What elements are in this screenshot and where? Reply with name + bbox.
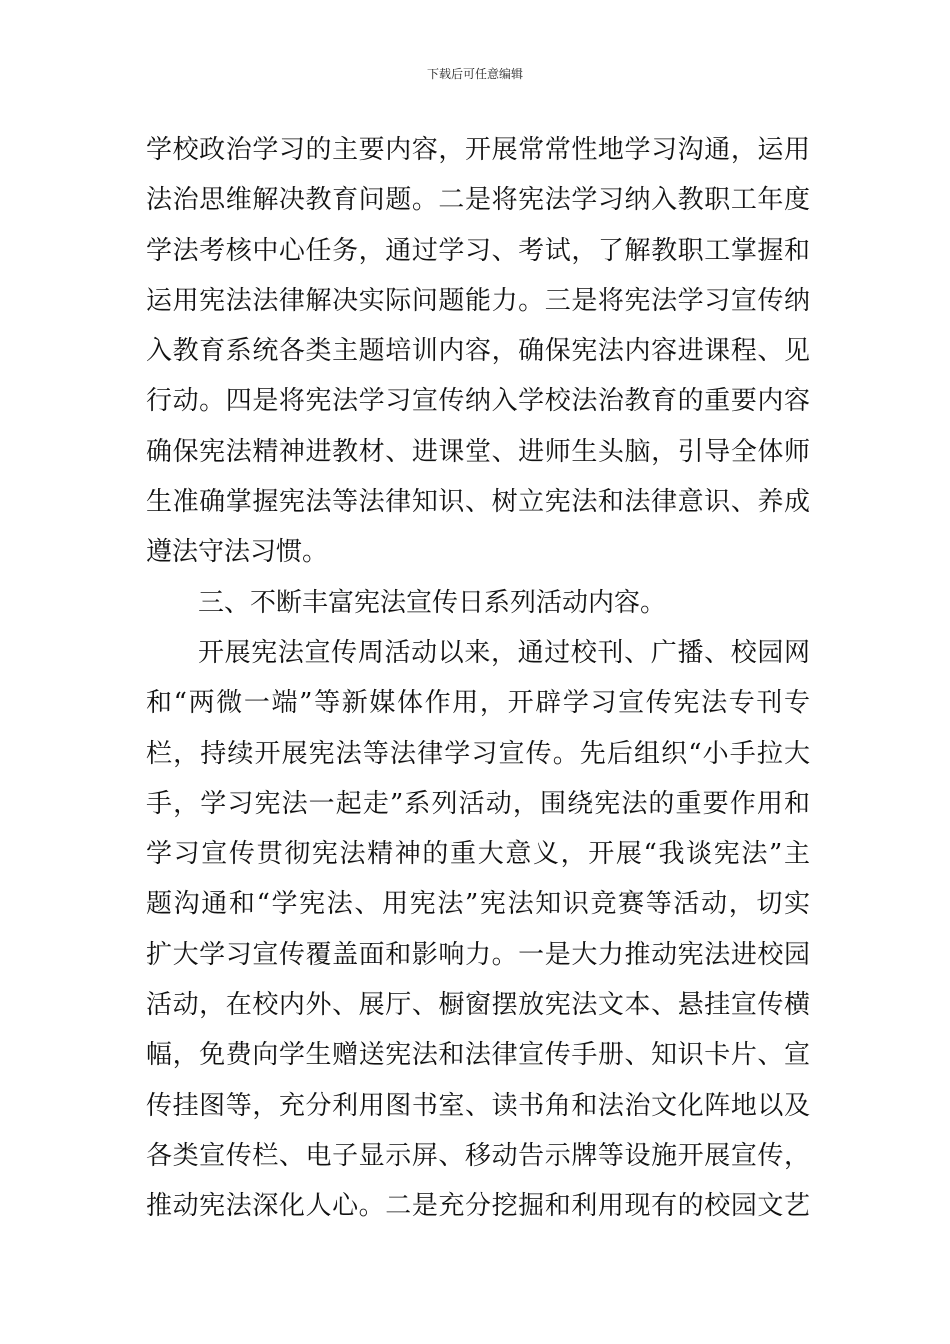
text-line: 开展宪法宣传周活动以来，通过校刊、广播、校园网 <box>198 637 810 668</box>
text-line: 题沟通和“学宪法、用宪法”宪法知识竞赛等活动，切实 <box>146 889 810 920</box>
paragraph <box>146 628 810 1232</box>
document-body <box>146 125 810 1232</box>
text-line: 各类宣传栏、电子显示屏、移动告示牌等设施开展宣传， <box>146 1140 810 1171</box>
text-line: 学法考核中心任务，通过学习、考试，了解教职工掌握和 <box>146 235 810 266</box>
text-line: 遵法守法习惯。 <box>146 537 329 568</box>
text-line: 活动，在校内外、展厅、橱窗摆放宪法文本、悬挂宣传横 <box>146 990 810 1021</box>
text-line: 扩大学习宣传覆盖面和影响力。一是大力推动宪法进校园 <box>146 939 810 970</box>
text-line: 运用宪法法律解决实际问题能力。三是将宪法学习宣传纳 <box>146 285 810 316</box>
text-line: 栏，持续开展宪法等法律学习宣传。先后组织“小手拉大 <box>146 738 810 769</box>
text-line: 确保宪法精神进教材、进课堂、进师生头脑，引导全体师 <box>146 436 810 467</box>
text-line: 和“两微一端”等新媒体作用，开辟学习宣传宪法专刊专 <box>146 688 810 719</box>
text-line: 手，学习宪法一起走”系列活动，围绕宪法的重要作用和 <box>146 788 810 819</box>
text-line: 推动宪法深化人心。二是充分挖掘和利用现有的校园文艺 <box>146 1191 810 1222</box>
page-header: 下载后可任意编辑 <box>426 67 523 81</box>
paragraph <box>146 125 810 578</box>
text-line: 学习宣传贯彻宪法精神的重大意义，开展“我谈宪法”主 <box>146 839 810 870</box>
text-line: 幅，免费向学生赠送宪法和法律宣传手册、知识卡片、宣 <box>146 1040 810 1071</box>
section-heading <box>146 578 810 628</box>
text-line: 入教育系统各类主题培训内容，确保宪法内容进课程、见 <box>146 336 810 367</box>
text-line: 三、不断丰富宪法宣传日系列活动内容。 <box>198 587 667 618</box>
text-line: 法治思维解决教育问题。二是将宪法学习纳入教职工年度 <box>146 185 810 216</box>
text-line: 传挂图等，充分利用图书室、读书角和法治文化阵地以及 <box>146 1090 810 1121</box>
text-line: 学校政治学习的主要内容，开展常常性地学习沟通，运用 <box>146 135 810 165</box>
text-line: 生准确掌握宪法等法律知识、树立宪法和法律意识、养成 <box>146 487 810 518</box>
text-line: 行动。四是将宪法学习宣传纳入学校法治教育的重要内容 <box>146 386 810 417</box>
